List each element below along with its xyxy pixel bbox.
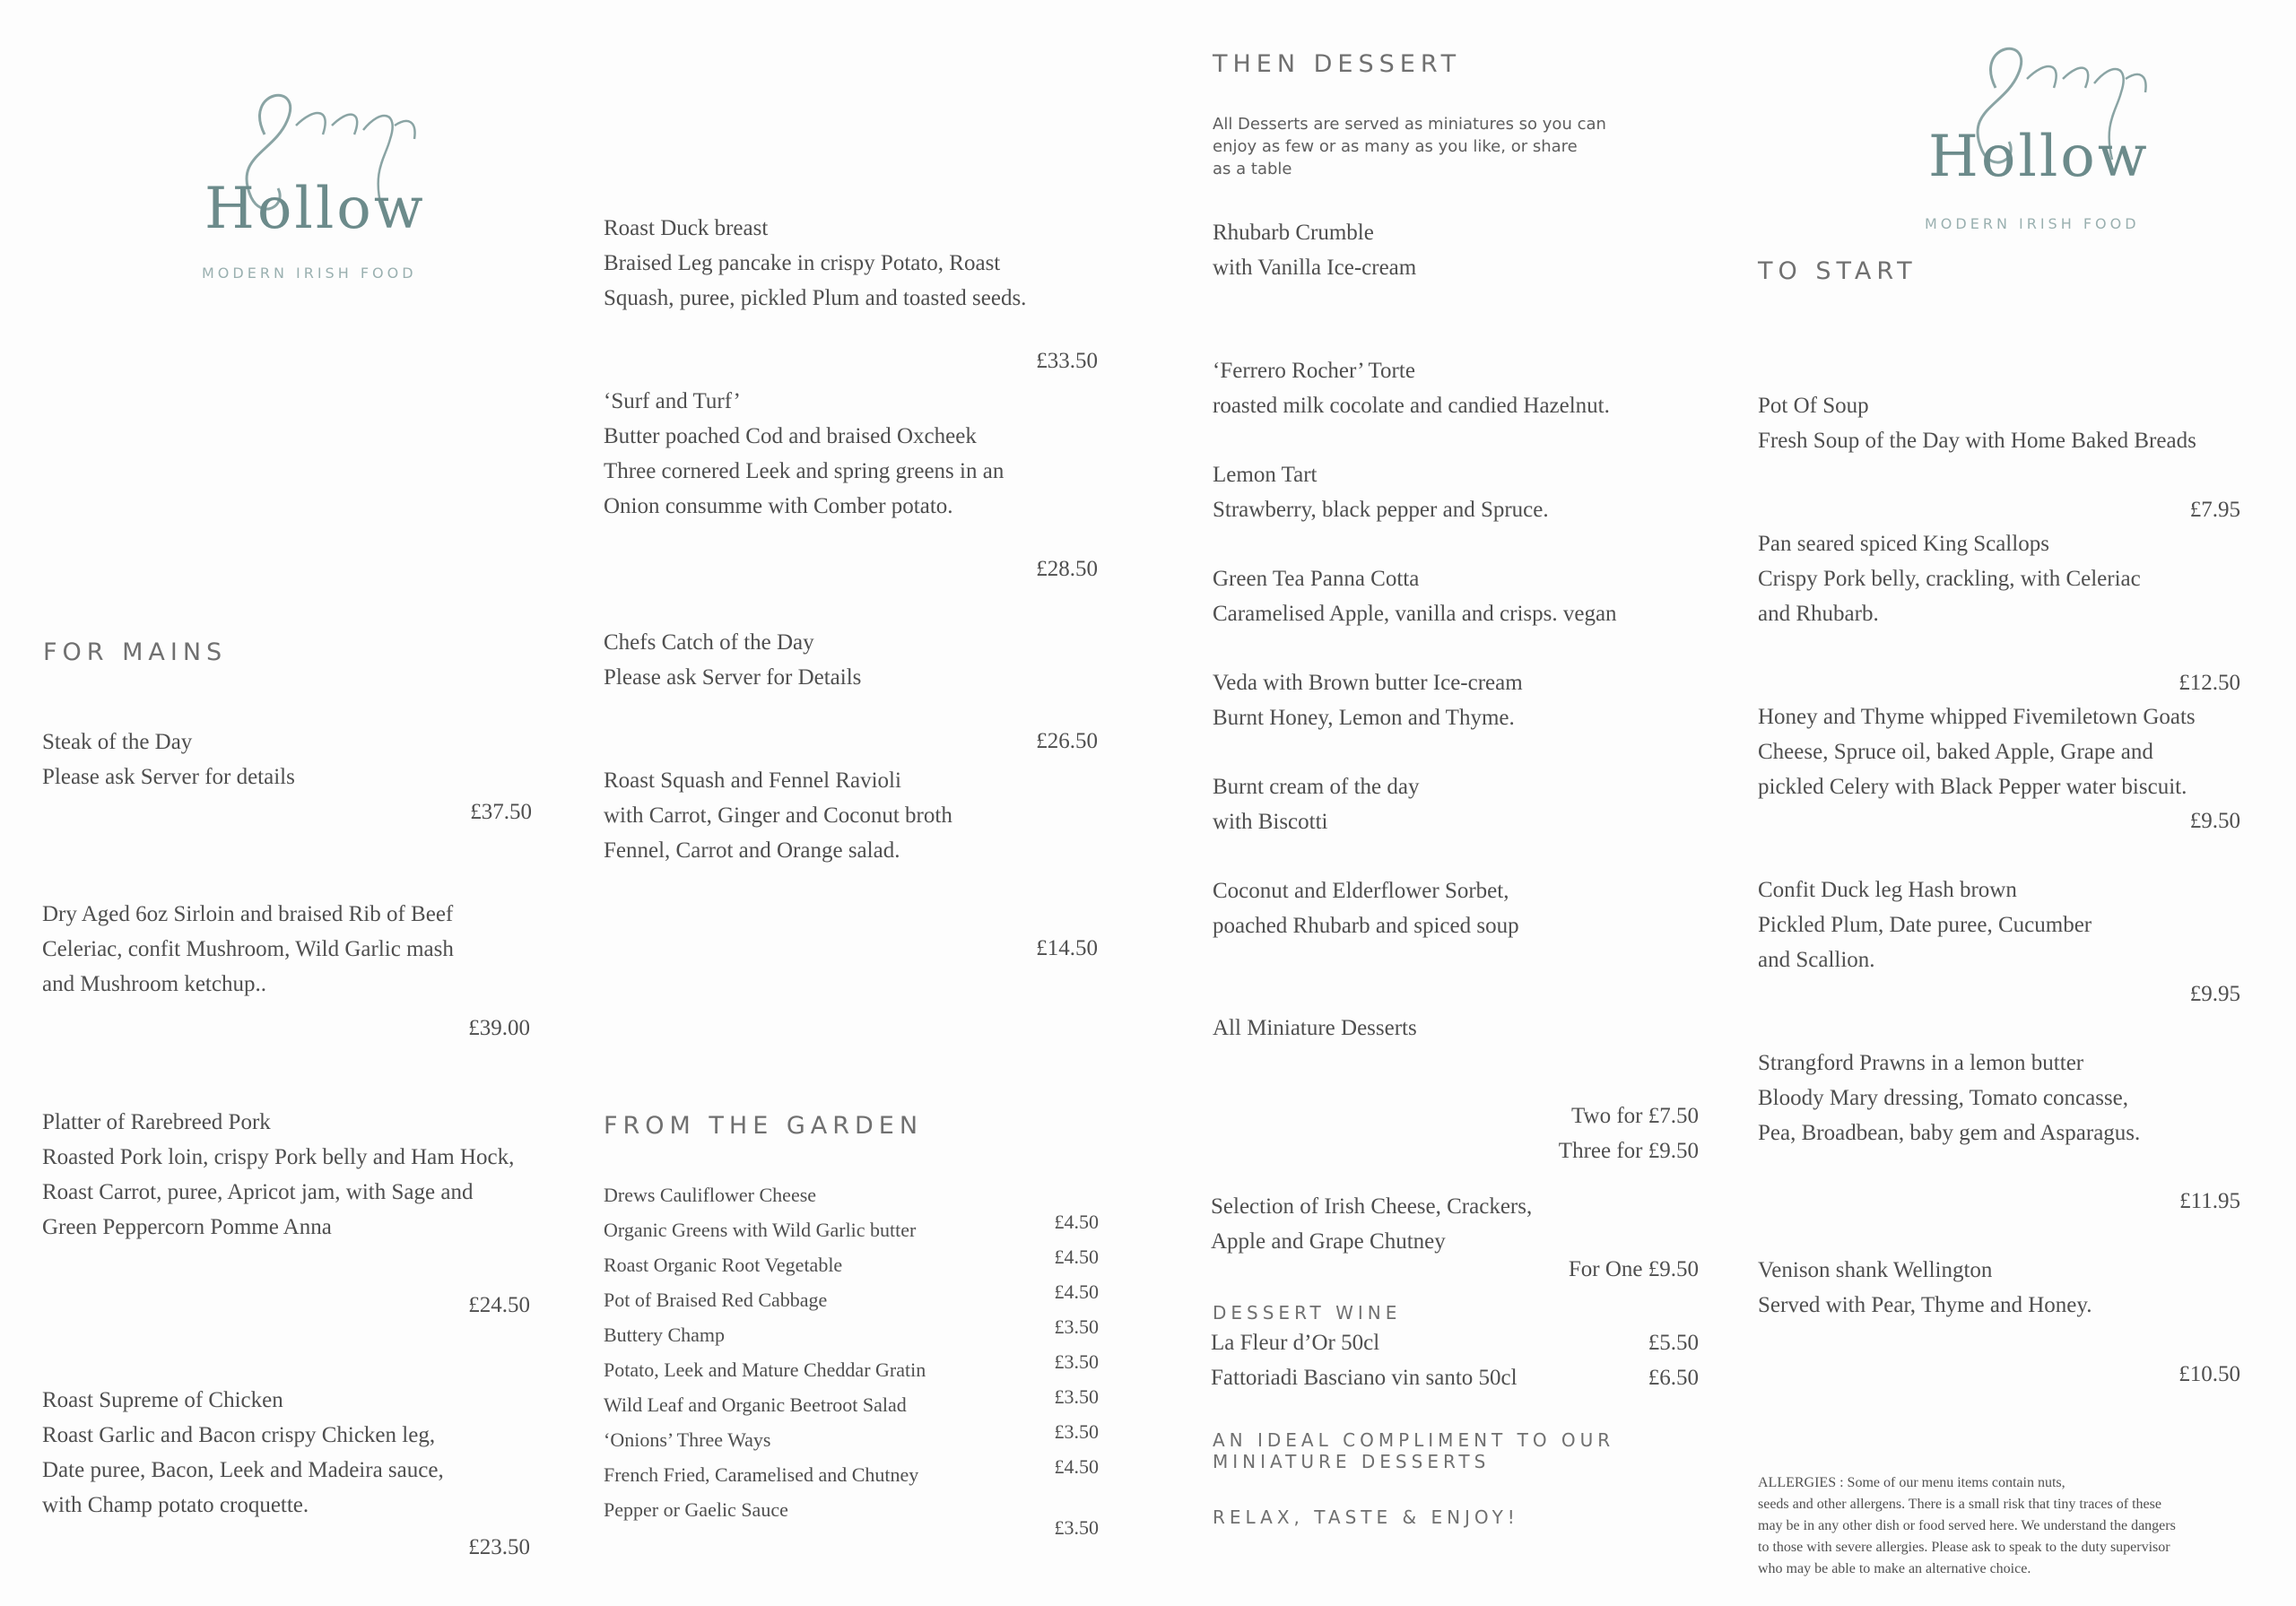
start-item xyxy=(1758,872,2092,977)
garden-price: £3.50 xyxy=(1054,1385,1099,1408)
main-item-title: Roast Duck breast xyxy=(604,216,769,240)
main-item-desc: Roast Carrot, puree, Apricot jam, with Sage and xyxy=(42,1180,474,1204)
dessert-title: ‘Ferrero Rocher’ Torte xyxy=(1213,359,1415,383)
main-item xyxy=(604,211,1026,316)
main-item-desc: Squash, puree, pickled Plum and toasted seeds. xyxy=(604,286,1027,310)
compliment-note: AN IDEAL COMPLIMENT TO OUR MINIATURE DESSERTS xyxy=(1213,1429,1615,1472)
start-item-price: £7.95 xyxy=(2189,498,2240,522)
start-item xyxy=(1758,388,2196,458)
main-item-desc: Three cornered Leek and spring greens in an xyxy=(604,459,1004,483)
main-item-desc: Green Peppercorn Pomme Anna xyxy=(42,1215,332,1239)
garden-item: Buttery Champ xyxy=(604,1324,726,1346)
garden-item: Organic Greens with Wild Garlic butter xyxy=(604,1219,917,1241)
dessert-title: Rhubarb Crumble xyxy=(1213,221,1374,245)
start-item-desc: Served with Pear, Thyme and Honey. xyxy=(1758,1293,2092,1317)
start-item xyxy=(1758,1046,2140,1150)
dessert-desc: Burnt Honey, Lemon and Thyme. xyxy=(1213,706,1515,730)
dessert-desc: Strawberry, black pepper and Spruce. xyxy=(1213,498,1549,522)
cheese-title: Selection of Irish Cheese, Crackers, xyxy=(1211,1194,1533,1219)
garden-price: £4.50 xyxy=(1054,1211,1099,1233)
main-item-desc: Date puree, Bacon, Leek and Madeira sauce, xyxy=(42,1458,444,1482)
main-item-desc: and Mushroom ketchup.. xyxy=(42,972,266,996)
start-item-desc: Bloody Mary dressing, Tomato concasse, xyxy=(1758,1086,2129,1110)
main-item xyxy=(42,1105,514,1245)
logo-word: Hollow xyxy=(204,176,426,242)
main-item-title: Platter of Rarebreed Pork xyxy=(42,1110,271,1134)
garden-item: Wild Leaf and Organic Beetroot Salad xyxy=(604,1393,907,1416)
main-item-desc: Onion consumme with Comber potato. xyxy=(604,494,953,518)
main-item-price: £14.50 xyxy=(1036,936,1098,960)
wine-item xyxy=(1211,1325,1518,1395)
dessert-intro: All Desserts are served as miniatures so you can enjoy as few or as many as you like, or share as a table xyxy=(1213,115,1606,178)
garden-price: £3.50 xyxy=(1054,1516,1099,1539)
garden-price: £4.50 xyxy=(1054,1455,1099,1478)
start-item-price: £11.95 xyxy=(2179,1189,2240,1213)
main-item-desc: Fennel, Carrot and Orange salad. xyxy=(604,838,900,863)
main-item-desc: Braised Leg pancake in crispy Potato, Roast xyxy=(604,251,1001,275)
start-item-desc: Pea, Broadbean, baby gem and Asparagus. xyxy=(1758,1121,2141,1145)
dessert-item xyxy=(1213,665,1523,735)
start-item-desc: Pickled Plum, Date puree, Cucumber xyxy=(1758,913,2092,937)
logo-tagline: MODERN IRISH FOOD xyxy=(202,265,417,282)
start-item-desc: pickled Celery with Black Pepper water biscuit. xyxy=(1758,775,2187,799)
main-item-price: £37.50 xyxy=(470,800,532,824)
main-item-price: £33.50 xyxy=(1036,349,1098,373)
garden-item: Roast Organic Root Vegetable xyxy=(604,1254,843,1276)
main-item-price: £23.50 xyxy=(468,1535,530,1559)
main-item-price: £39.00 xyxy=(468,1016,530,1040)
garden-price: £4.50 xyxy=(1054,1246,1099,1268)
main-item xyxy=(42,897,454,1002)
start-item-title: Honey and Thyme whipped Fivemiletown Goats xyxy=(1758,705,2196,729)
garden-item: Drews Cauliflower Cheese xyxy=(604,1184,817,1206)
wine-name: Fattoriadi Basciano vin santo 50cl xyxy=(1211,1366,1518,1390)
main-item-title: Steak of the Day xyxy=(42,730,193,754)
mains-heading: FOR MAINS xyxy=(43,638,228,666)
main-item-title: Roast Squash and Fennel Ravioli xyxy=(604,768,901,793)
dessert-item xyxy=(1213,353,1610,423)
start-heading: TO START xyxy=(1758,257,1918,285)
main-item-title: Chefs Catch of the Day xyxy=(604,630,814,655)
garden-prices xyxy=(1004,1204,1099,1554)
dessert-title: Green Tea Panna Cotta xyxy=(1213,567,1420,591)
dessert-item xyxy=(1213,769,1419,839)
garden-price: £3.50 xyxy=(1054,1420,1099,1443)
garden-item: ‘Onions’ Three Ways xyxy=(604,1428,771,1451)
garden-price: £3.50 xyxy=(1054,1315,1099,1338)
start-item-title: Pot Of Soup xyxy=(1758,394,1869,418)
main-item-desc: with Carrot, Ginger and Coconut broth xyxy=(604,803,952,828)
dessert-item xyxy=(1213,215,1416,285)
dessert-item xyxy=(1213,457,1549,527)
garden-item: Pot of Braised Red Cabbage xyxy=(604,1289,828,1311)
dessert-desc: Caramelised Apple, vanilla and crisps. vegan xyxy=(1213,602,1617,626)
cheese-desc: Apple and Grape Chutney xyxy=(1211,1229,1446,1254)
dessert-desc: with Vanilla Ice-cream xyxy=(1213,256,1417,280)
garden-heading: FROM THE GARDEN xyxy=(604,1112,924,1140)
dessert-heading: THEN DESSERT xyxy=(1213,50,1462,78)
dessert-title: Coconut and Elderflower Sorbet, xyxy=(1213,879,1509,903)
main-item-price: £26.50 xyxy=(1036,729,1098,753)
main-item xyxy=(604,625,861,695)
dessert-item xyxy=(1213,561,1617,631)
dessert-title: Veda with Brown butter Ice-cream xyxy=(1213,671,1523,695)
wine-prices xyxy=(1648,1325,1699,1395)
dessert-title: Burnt cream of the day xyxy=(1213,775,1420,799)
garden-price: £3.50 xyxy=(1054,1350,1099,1373)
allergies-note: ALLERGIES : Some of our menu items contain nuts, seeds and other allergens. There is a small risk that tiny traces of these may be in any other dish or food served here. We understand the dangers to those with severe allergies. Please ask to speak to the duty supervisor who may be able to make an alternative choice. xyxy=(1758,1475,2176,1576)
main-item-price: £28.50 xyxy=(1036,557,1098,581)
logo-left xyxy=(179,72,448,287)
all-miniature-label: All Miniature Desserts xyxy=(1213,1016,1417,1040)
main-item xyxy=(42,725,295,794)
dessert-wine-heading: DESSERT WINE xyxy=(1213,1302,1402,1324)
main-item-price: £24.50 xyxy=(468,1293,530,1317)
start-item-title: Venison shank Wellington xyxy=(1758,1258,1993,1282)
main-item-desc: Please ask Server for Details xyxy=(604,665,862,690)
main-item-desc: Celeriac, confit Mushroom, Wild Garlic mash xyxy=(42,937,454,961)
dessert-desc: with Biscotti xyxy=(1213,810,1328,834)
start-item-desc: Crispy Pork belly, crackling, with Celeriac xyxy=(1758,567,2141,591)
garden-item: French Fried, Caramelised and Chutney xyxy=(604,1463,919,1486)
start-item-title: Pan seared spiced King Scallops xyxy=(1758,532,2049,556)
logo-right xyxy=(1910,25,2179,240)
dessert-title: Lemon Tart xyxy=(1213,463,1318,487)
logo-word: Hollow xyxy=(1928,124,2150,190)
start-item-desc: Fresh Soup of the Day with Home Baked Breads xyxy=(1758,429,2196,453)
dessert-desc: poached Rhubarb and spiced soup xyxy=(1213,914,1519,938)
start-item xyxy=(1758,1253,2092,1323)
start-item-title: Strangford Prawns in a lemon butter xyxy=(1758,1051,2084,1075)
start-item-desc: Cheese, Spruce oil, baked Apple, Grape and xyxy=(1758,740,2153,764)
main-item-desc: Roasted Pork loin, crispy Pork belly and Ham Hock, xyxy=(42,1145,515,1169)
dessert-desc: roasted milk cocolate and candied Hazelnut. xyxy=(1213,394,1610,418)
main-item-desc: Please ask Server for details xyxy=(42,765,295,789)
garden-item: Potato, Leek and Mature Cheddar Gratin xyxy=(604,1359,926,1381)
relax-note: RELAX, TASTE & ENJOY! xyxy=(1213,1506,1519,1528)
main-item-title: Dry Aged 6oz Sirloin and braised Rib of Beef xyxy=(42,902,454,926)
main-item-title: ‘Surf and Turf’ xyxy=(604,389,741,413)
main-item-title: Roast Supreme of Chicken xyxy=(42,1388,283,1412)
logo-tagline: MODERN IRISH FOOD xyxy=(1925,215,2140,232)
start-item xyxy=(1758,526,2141,631)
wine-price: £5.50 xyxy=(1648,1331,1699,1355)
start-item-desc: and Scallion. xyxy=(1758,948,1875,972)
main-item xyxy=(604,384,1004,524)
start-item-price: £12.50 xyxy=(2179,671,2240,695)
main-item-desc: with Champ potato croquette. xyxy=(42,1493,309,1517)
main-item-desc: Roast Garlic and Bacon crispy Chicken leg, xyxy=(42,1423,436,1447)
dessert-item xyxy=(1213,873,1519,943)
cheese-price: For One £9.50 xyxy=(1568,1257,1699,1281)
wine-name: La Fleur d’Or 50cl xyxy=(1211,1331,1380,1355)
start-item xyxy=(1758,699,2196,804)
main-item xyxy=(604,763,952,868)
start-item-price: £9.50 xyxy=(2189,809,2240,833)
two-for-price: Two for £7.50 xyxy=(1571,1104,1699,1128)
start-item-title: Confit Duck leg Hash brown xyxy=(1758,878,2017,902)
start-item-desc: and Rhubarb. xyxy=(1758,602,1879,626)
start-item-price: £10.50 xyxy=(2179,1362,2240,1386)
cheese-item xyxy=(1211,1189,1532,1259)
wine-price: £6.50 xyxy=(1648,1366,1699,1390)
garden-item: Pepper or Gaelic Sauce xyxy=(604,1498,788,1521)
main-item xyxy=(42,1383,444,1523)
start-item-price: £9.95 xyxy=(2189,982,2240,1006)
garden-price: £4.50 xyxy=(1054,1280,1099,1303)
main-item-desc: Butter poached Cod and braised Oxcheek xyxy=(604,424,977,448)
three-for-price: Three for £9.50 xyxy=(1558,1139,1699,1163)
